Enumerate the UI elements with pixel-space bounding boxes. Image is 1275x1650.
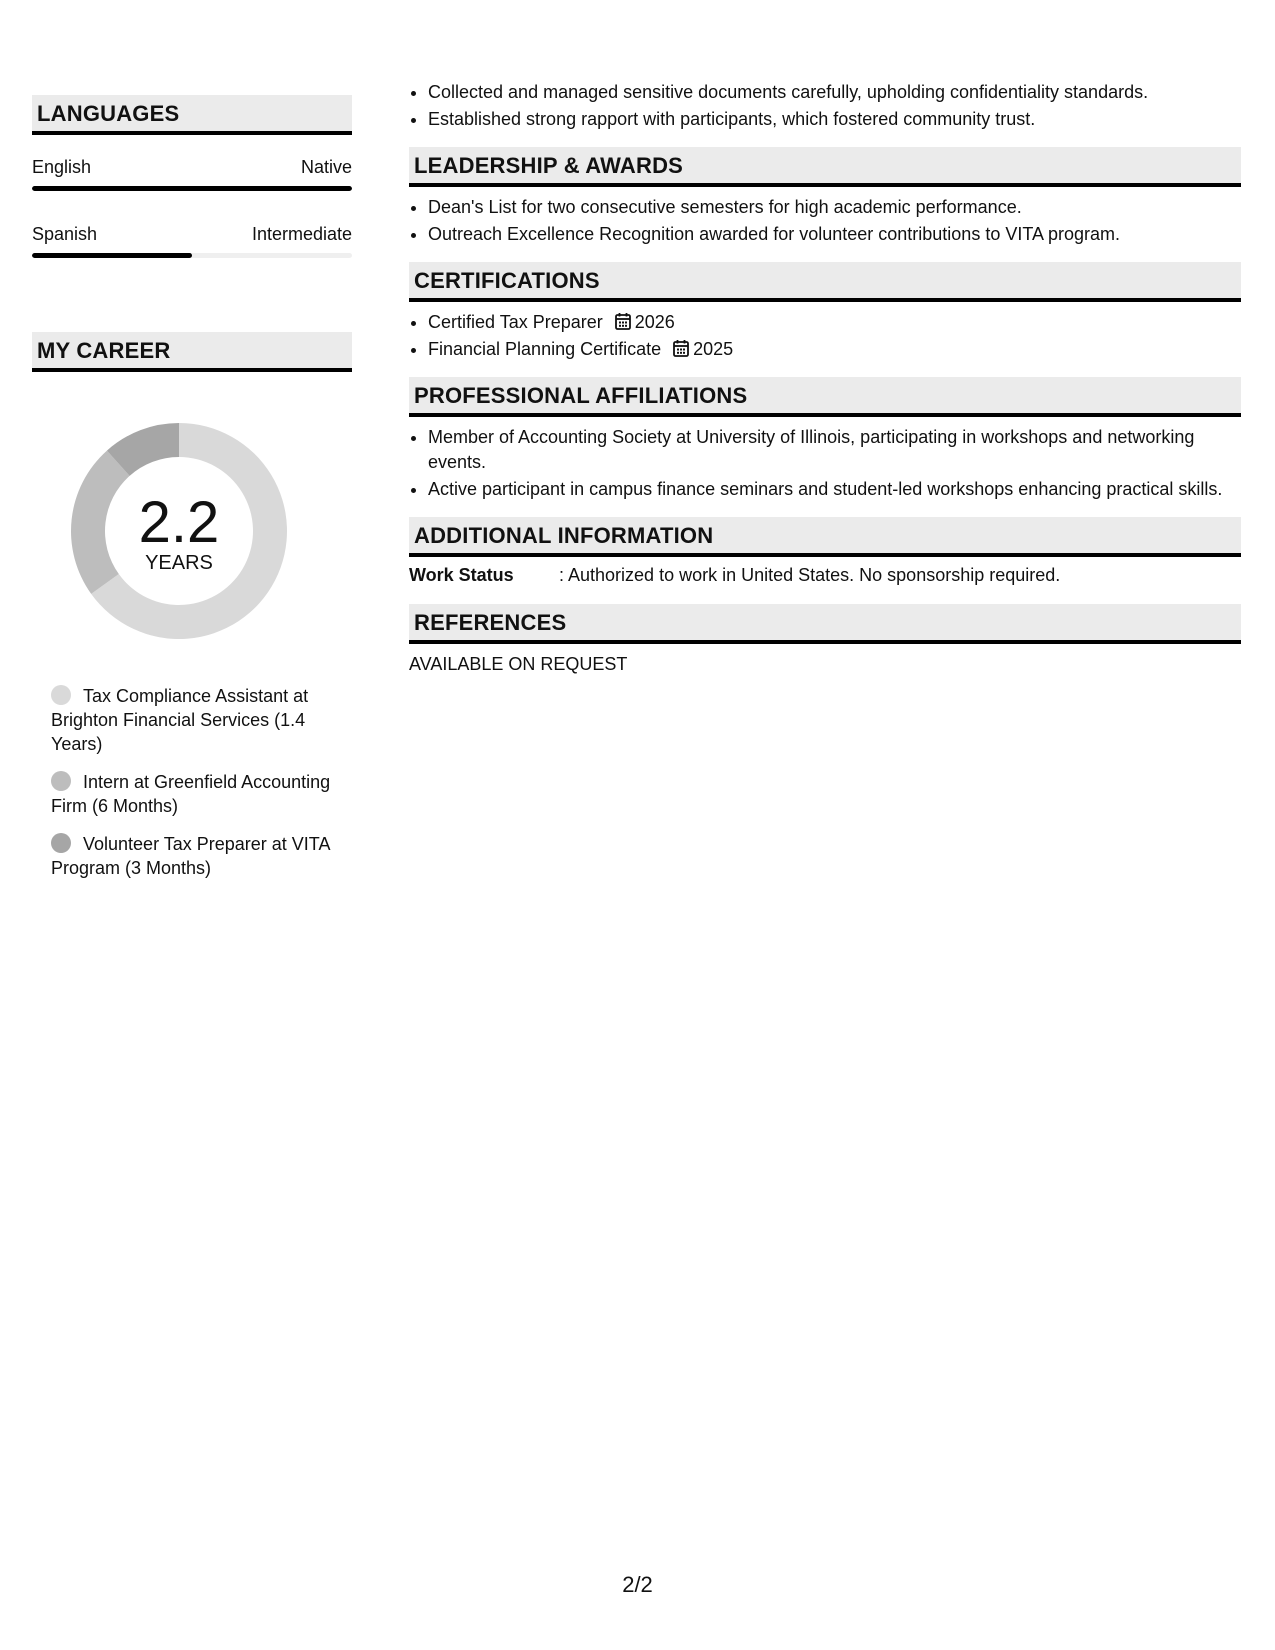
career-total-unit: YEARS — [145, 552, 213, 574]
certification-name: Certified Tax Preparer — [428, 312, 603, 332]
language-item — [32, 157, 352, 191]
career-heading: MY CAREER — [32, 332, 352, 372]
references-text: AVAILABLE ON REQUEST — [409, 654, 628, 674]
career-donut-chart — [64, 416, 294, 646]
page-number: 2/2 — [622, 1572, 653, 1597]
additional-heading: ADDITIONAL INFORMATION — [409, 517, 1241, 557]
list-item: • Outreach Excellence Recognition awarded for volunteer contributions to VITA program. — [428, 222, 1241, 247]
certifications-list — [409, 310, 1241, 362]
legend-dot — [51, 771, 71, 791]
affiliations-heading: PROFESSIONAL AFFILIATIONS — [409, 377, 1241, 417]
certification-year: 2025 — [693, 339, 734, 359]
leadership-list — [409, 195, 1241, 247]
certification-year: 2026 — [634, 312, 675, 332]
list-item: • Active participant in campus finance seminars and student-led workshops enhancing practical skills. — [428, 477, 1241, 502]
legend-label: Tax Compliance Assistant at Brighton Financial Services (1.4 Years) — [51, 686, 309, 754]
career-legend — [51, 684, 336, 880]
legend-label: Volunteer Tax Preparer at VITA Program (3 Months) — [51, 834, 330, 878]
language-level: Native — [300, 157, 352, 177]
affiliations-list — [409, 425, 1241, 502]
legend-item — [51, 770, 336, 818]
experience-bullets — [409, 80, 1241, 132]
references-heading: REFERENCES — [409, 604, 1241, 644]
languages-heading: LANGUAGES — [32, 95, 352, 135]
work-status-row — [409, 565, 1241, 586]
list-item: • Established strong rapport with participants, which fostered community trust. — [428, 107, 1241, 132]
legend-dot — [51, 685, 71, 705]
left-column — [32, 95, 352, 894]
work-status-value: : Authorized to work in United States. No sponsorship required. — [559, 565, 1061, 585]
donut-center — [64, 416, 294, 646]
work-status-label: Work Status — [409, 565, 514, 585]
language-name: Spanish — [32, 224, 98, 244]
list-item: • Dean's List for two consecutive semesters for high academic performance. — [428, 195, 1241, 220]
legend-label: Intern at Greenfield Accounting Firm (6 Months) — [51, 772, 331, 816]
language-bar — [32, 253, 352, 258]
list-item: • Member of Accounting Society at University of Illinois, participating in workshops and networking events. — [428, 425, 1241, 475]
certification-name: Financial Planning Certificate — [428, 339, 662, 359]
certifications-heading: CERTIFICATIONS — [409, 262, 1241, 302]
legend-item — [51, 684, 336, 756]
legend-item — [51, 832, 336, 880]
list-item: • Collected and managed sensitive documents carefully, upholding confidentiality standards. — [428, 80, 1241, 105]
list-item — [428, 337, 1241, 362]
career-total-value: 2.2 — [138, 490, 220, 555]
leadership-heading: LEADERSHIP & AWARDS — [409, 147, 1241, 187]
list-item — [428, 310, 1241, 335]
language-bar-fill — [32, 186, 352, 191]
language-name: English — [32, 157, 92, 177]
language-bar — [32, 186, 352, 191]
calendar-icon — [673, 339, 689, 357]
calendar-icon — [615, 312, 631, 330]
legend-dot — [51, 833, 71, 853]
language-item — [32, 224, 352, 258]
right-column — [409, 80, 1241, 675]
language-bar-fill — [32, 253, 192, 258]
language-level: Intermediate — [251, 224, 352, 244]
